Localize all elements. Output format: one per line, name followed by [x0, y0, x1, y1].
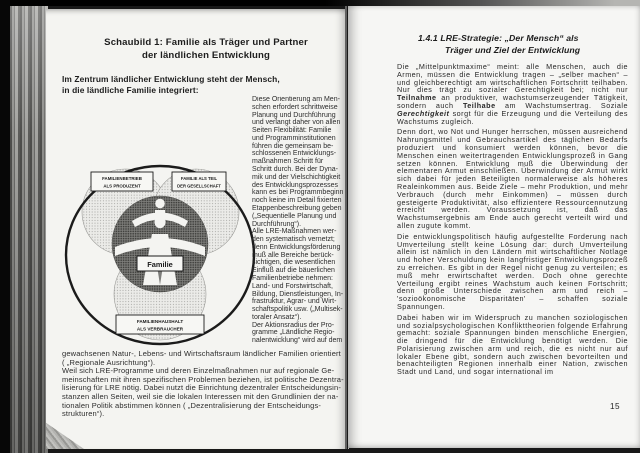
- text-line: kann es bei Programmbeginn: [252, 189, 344, 197]
- figure-subtitle-line2: in die ländliche Familie integriert:: [62, 85, 199, 95]
- page-number: 15: [610, 402, 621, 411]
- text-line: gramme „Ländliche Regio-: [252, 329, 335, 337]
- text-line: ( „Regionale Ausrichtung“).: [62, 357, 156, 367]
- text-line: maßnahmen Schritt für: [252, 158, 324, 166]
- text-line: Alle LRE-Maßnahmen wer-: [252, 228, 337, 236]
- text-line: muß alle Bereiche berück-: [252, 251, 334, 259]
- text-line: des Entwicklungsprozesses: [252, 181, 338, 189]
- text-line: schen erfordert schrittweise: [252, 103, 338, 111]
- text-line: frastruktur, Agrar- und Wirt-: [252, 298, 337, 306]
- text-line: schlossenen Entwicklungs-: [252, 150, 337, 158]
- node-label-producer: [91, 172, 153, 191]
- text-line: sichtigen, die wesentlichen: [252, 259, 336, 267]
- svg-text:FAMILIENBETRIEB: FAMILIENBETRIEB: [102, 176, 142, 181]
- text-line: gewachsenen Natur-, Lebens- und Wirtschaftsraum ländlicher Familien orientiert: [62, 350, 341, 358]
- figure-subtitle: [62, 74, 280, 96]
- text-segment: Gerechtigkeit: [397, 108, 450, 118]
- text-line: Etappenbeschreibung geben: [252, 204, 342, 212]
- text-line: denn Entwicklungsförderung: [252, 243, 341, 251]
- text-line: noch keine im Detail fixierten: [252, 197, 342, 205]
- text-line: führen die gemeinsam be-: [252, 142, 334, 150]
- text-line: Seiten Flexibilität: Familie: [252, 127, 332, 135]
- svg-text:ALS VERBRAUCHER: ALS VERBRAUCHER: [136, 326, 184, 332]
- text-line: den systematisch vernetzt;: [252, 236, 335, 244]
- text-line: mik und der Vielschichtigkeit: [252, 173, 341, 181]
- text-line: („Sequentielle Planung und: [252, 212, 337, 220]
- node-label-society: [172, 172, 226, 191]
- right-page: [348, 6, 640, 448]
- text-line: Der Aktionsradius der Pro-: [252, 321, 335, 329]
- left-bottom-paragraph: [62, 350, 346, 424]
- text-line: und verlangt daher von allen: [252, 119, 341, 127]
- figure-title-line2: der ländlichen Entwicklung: [141, 50, 271, 61]
- family-venn-diagram: [60, 163, 260, 349]
- text-line: Familienbetriebe nehmen:: [252, 274, 333, 282]
- text-line: und Programminstitutionen: [252, 134, 336, 142]
- text-line: Land- und Forstwirtschaft,: [252, 282, 333, 290]
- section-heading: [418, 32, 580, 56]
- body-paragraph: [397, 314, 628, 376]
- text-line: strukturen“).: [62, 409, 105, 419]
- svg-text:Familie: Familie: [147, 260, 173, 269]
- text-line: toraler Ansatz“).: [252, 313, 302, 321]
- text-line: Schritt durch. Bei der Dyna-: [252, 166, 338, 174]
- text-segment: Denn dort, wo Not und Hunger herrschen, müssen ausreichend Nahrungsmittel und Gebrauchsartikel des täglichen Bedarfs produziert und konsumiert werden können, bevor die Menschen einen weitertragenden Entwicklungsprozeß in Gang setzen können. Entwicklung muß die Überwindung der elementaren Armut einschließen. Überwindung der Armut wirkt sich dabei für jeden Beteiligten normalerweise als höheres Realeinkommen aus. Beide Ziele – mehr Produktion, und mehr Verbrauch (durch mehr Einkommen) – müssen durch gesteigerte Produktivität, also effizientere Ressourcennutzung erreicht werden. Voraussetzung ist, daß das Wachstumsergebnis am Ende auch gerecht verteilt wird und allen zugute kommt.: [397, 127, 628, 230]
- body-paragraph: [397, 233, 628, 311]
- svg-text:ALS PRODUZENT: ALS PRODUZENT: [103, 183, 141, 189]
- body-paragraph: [397, 128, 628, 229]
- left-column-text: [252, 96, 346, 348]
- svg-text:DER GESELLSCHAFT: DER GESELLSCHAFT: [177, 183, 221, 189]
- text-line: meinschaften mit ihren spezifischen Problemen beziehen, ist politische Dezentra-: [62, 374, 344, 384]
- figure-title-line1: Schaubild 1: Familie als Träger und Partner: [104, 37, 308, 48]
- text-segment: sorgt für die Erzeugung und die Verteilung des Wachstums zugleich.: [397, 108, 628, 126]
- node-label-consumer: [116, 315, 204, 334]
- text-line: lisierung für LRE nötig. Dabei nutzt die Einrichtung dezentraler Entscheidungsin-: [62, 383, 341, 393]
- text-line: schaftspolitik usw. („Multisek-: [252, 306, 343, 314]
- text-line: Bildung, Dienstleistungen, In-: [252, 290, 344, 298]
- body-paragraph: [397, 63, 628, 125]
- book-spine-page-edges: [10, 2, 48, 453]
- text-segment: Teilhabe: [462, 100, 496, 110]
- center-label-familie: [137, 256, 183, 271]
- text-line: Planung und Durchführung: [252, 111, 336, 119]
- text-segment: Dabei haben wir im Widerspruch zu manchen soziologischen und sozialpsychologischen Konflikttheorien folgende Erfahrung gemacht: soziale Spannungen binden menschliche Energien, die dringend für die Entwicklung benötigt werden. Die Polarisierung zwischen arm und reich, die es nicht nur auf lokaler Ebene gibt, sondern auch zwischen bevorteilten und benachteiligten Regionen innerhalb einer Nation, zwischen Stadt und Land, und sogar international im: [397, 312, 628, 377]
- text-segment: Die entwicklungspolitisch häufig aufgestellte Forderung nach Umverteilung stellt keine Lösung dar: durch Umverteilung allein ist nämlich in den Ländern mit wirtschaftlicher Notlage und hoher Verschuldung kein langfristiger Entwicklungsprozeß zu erreichen. Es gibt in der Regel nicht genug zu verteilen; es muß mehr erwirtschaftet werden. Doch ohne gerechte Verteilung ergibt reines Wachstum auch keinen Fortschritt; denn große Unterschiede zwischen arm und reich – 'sozioökonomische Disparitäten' – schaffen soziale Spannungen.: [397, 231, 628, 311]
- text-line: Durchführung“).: [252, 220, 302, 228]
- text-segment: an produktiver, wachstumserzeugender Tätigkeit, sondern auch: [397, 93, 628, 110]
- left-page: [46, 9, 346, 449]
- svg-text:FAMILIENHAUSHALT: FAMILIENHAUSHALT: [136, 319, 184, 324]
- text-line: stanzen allen Seiten, weil sie die lokalen Interessen mit den Grundlinien der na-: [62, 391, 339, 401]
- svg-text:FAMILIE ALS TEIL: FAMILIE ALS TEIL: [180, 176, 218, 181]
- text-line: Weil sich LRE-Programme und deren Einzelmaßnahmen nur auf regionale Ge-: [62, 366, 335, 376]
- section-heading-line1: 1.4.1 LRE-Strategie: „Der Mensch“ als: [418, 33, 579, 43]
- text-segment: am Wachstumsertrag. Soziale: [495, 100, 628, 110]
- body-text: [397, 63, 628, 379]
- figure-title: [66, 36, 346, 62]
- text-line: Diese Orientierung am Men-: [252, 96, 340, 103]
- text-line: Einfluß auf die bäuerlichen: [252, 267, 335, 275]
- gutter-shadow: [345, 6, 347, 449]
- section-heading-line2: Träger und Ziel der Entwicklung: [445, 45, 581, 55]
- figure-subtitle-line1: Im Zentrum ländlicher Entwicklung steht der Mensch,: [62, 74, 280, 84]
- text-segment: Die „Mittelpunktmaxime“ meint: alle Menschen, auch die Armen, müssen die Entwicklung tragen – „selber machen“ – und gleichberechtigt am wirtschaftlichen Fortschritt teilhaben. Nur dies trägt zu sozialer Gerechtigkeit bei; nicht nur: [397, 62, 628, 95]
- text-segment: Teilnahme: [397, 93, 437, 103]
- text-line: tionalen Politik abstimmen können ( „Dezentralisierung der Entscheidungs-: [62, 400, 321, 410]
- text-line: nalentwicklung“ wird auf dem: [252, 337, 343, 345]
